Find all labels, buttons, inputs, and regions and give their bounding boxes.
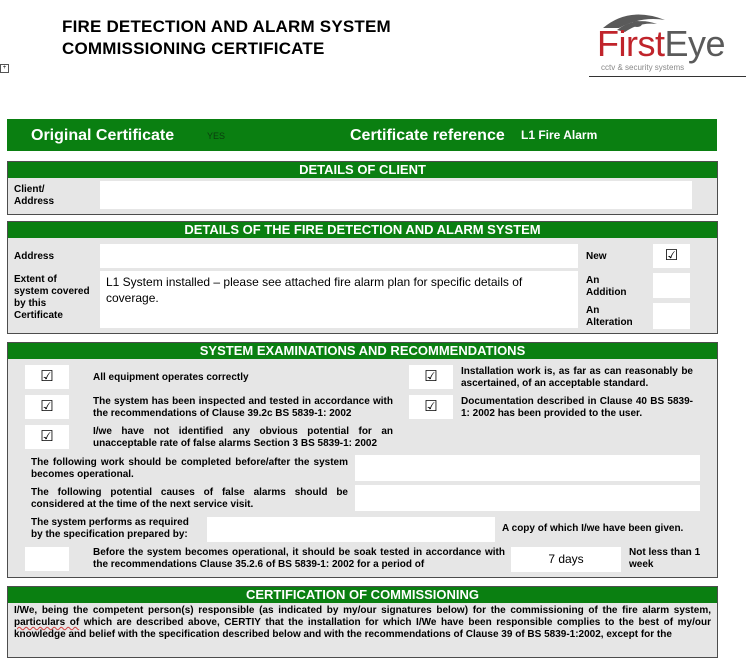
work-to-complete-label: The following work should be completed before/after the system becomes operational. bbox=[31, 457, 348, 480]
specification-field[interactable] bbox=[207, 517, 495, 542]
inspected-tested-checkbox[interactable]: ☑ bbox=[25, 395, 69, 419]
client-address-label: Client/ Address bbox=[14, 184, 55, 207]
new-checkbox[interactable]: ☑ bbox=[653, 244, 690, 268]
page-title-line-1: FIRE DETECTION AND ALARM SYSTEM bbox=[62, 17, 391, 36]
commissioning-text-underlined: particulars of bbox=[14, 617, 80, 628]
page-title-line-2: COMMISSIONING CERTIFICATE bbox=[62, 39, 325, 58]
new-label: New bbox=[586, 251, 607, 262]
client-details-section bbox=[7, 161, 718, 215]
system-details-section bbox=[7, 221, 718, 334]
commissioning-text-pre: I/We, being the competent person(s) responsible (as indicated by my/our signatures below) for the commissioning of the fire alarm system, bbox=[14, 605, 711, 616]
specification-label: The system performs as required by the specification prepared by: bbox=[31, 517, 189, 540]
system-address-label: Address bbox=[14, 251, 55, 262]
logo-tagline: cctv & security systems bbox=[601, 63, 685, 72]
firsteye-logo bbox=[597, 10, 745, 76]
inspected-tested-text: The system has been inspected and tested in accordance with the recommendations of Clause 39.2c BS 5839-1: 2002 bbox=[93, 396, 393, 419]
alteration-label: An Alteration bbox=[586, 305, 633, 328]
soak-period-note: Not less than 1 week bbox=[629, 547, 701, 570]
client-address-field[interactable] bbox=[100, 181, 692, 209]
examinations-heading: SYSTEM EXAMINATIONS AND RECOMMENDATIONS bbox=[8, 343, 717, 359]
equipment-operates-checkbox[interactable]: ☑ bbox=[25, 365, 69, 389]
table-anchor-icon[interactable]: + bbox=[0, 64, 9, 73]
documentation-provided-checkbox[interactable]: ☑ bbox=[409, 395, 453, 419]
false-alarms-checkbox[interactable]: ☑ bbox=[25, 425, 69, 449]
soak-test-text: Before the system becomes operational, it should be soak tested in accordance with the recommendations Clause 35.2.6 of BS 5839-1: 2002 for a period of bbox=[93, 547, 505, 570]
copy-given-text: A copy of which I/we have been given. bbox=[502, 523, 684, 534]
soak-test-box[interactable] bbox=[25, 547, 69, 571]
extent-label: Extent of system covered by this Certificate bbox=[14, 274, 90, 321]
certificate-reference-label: Certificate reference bbox=[350, 127, 505, 144]
installation-acceptable-text: Installation work is, as far as can reasonably be ascertained, of an acceptable standard. bbox=[461, 366, 693, 389]
false-alarm-causes-field[interactable] bbox=[355, 485, 700, 511]
installation-acceptable-checkbox[interactable]: ☑ bbox=[409, 365, 453, 389]
work-to-complete-field[interactable] bbox=[355, 455, 700, 481]
logo-wordmark bbox=[597, 24, 725, 64]
original-certificate-value[interactable]: YES bbox=[207, 131, 226, 141]
certificate-reference-value[interactable]: L1 Fire Alarm bbox=[521, 128, 598, 142]
commissioning-heading: CERTIFICATION OF COMMISSIONING bbox=[8, 587, 717, 603]
false-alarm-causes-label: The following potential causes of false alarms should be considered at the time of the next service visit. bbox=[31, 487, 348, 510]
addition-label: An Addition bbox=[586, 275, 627, 298]
certificate-banner bbox=[7, 119, 717, 151]
logo-brand-first: First bbox=[597, 23, 665, 64]
logo-brand-eye: Eye bbox=[664, 23, 726, 64]
alteration-checkbox[interactable] bbox=[653, 303, 690, 329]
original-certificate-label: Original Certificate bbox=[31, 127, 175, 144]
examinations-section bbox=[7, 342, 718, 578]
client-details-heading: DETAILS OF CLIENT bbox=[8, 162, 717, 178]
extent-field[interactable]: L1 System installed – please see attached fire alarm plan for specific details of coverage. bbox=[100, 271, 578, 328]
system-address-field[interactable] bbox=[100, 244, 578, 268]
system-details-heading: DETAILS OF THE FIRE DETECTION AND ALARM SYSTEM bbox=[8, 222, 717, 238]
logo-divider bbox=[589, 76, 746, 77]
equipment-operates-text: All equipment operates correctly bbox=[93, 372, 249, 383]
commissioning-section bbox=[7, 586, 718, 658]
commissioning-statement bbox=[14, 605, 711, 641]
soak-period-field[interactable]: 7 days bbox=[511, 547, 621, 572]
false-alarms-text: I/we have not identified any obvious potential for an unacceptable rate of false alarms Section 3 BS 5839-1: 2002 bbox=[93, 426, 393, 449]
commissioning-text-post: which are described above, CERTIY that the installation for which I/We have been responsible complies to the best of my/our knowledge and belief with the specification described below and with the recommendations of Clause 39 of BS 5839-1:2002, except for the bbox=[14, 617, 711, 640]
addition-checkbox[interactable] bbox=[653, 273, 690, 298]
documentation-provided-text: Documentation described in Clause 40 BS 5839-1: 2002 has been provided to the user. bbox=[461, 396, 693, 419]
